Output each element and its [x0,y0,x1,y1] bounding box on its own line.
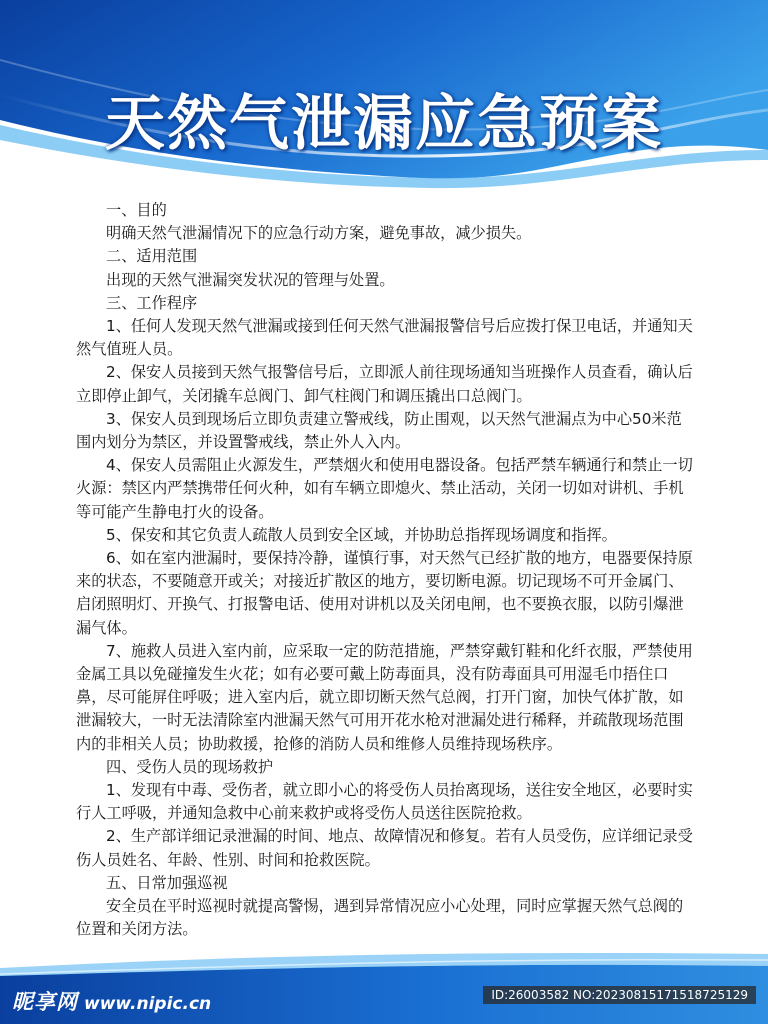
section-heading-4: 四、受伤人员的现场救护 [106,757,274,776]
section-3-paragraph-2: 2、保安人员接到天然气报警信号后，立即派人前往现场通知当班操作人员查看，确认后立即停止卸气，关闭撬车总阀门、卸气柱阀门和调压撬出口总阀门。 [76,363,693,405]
section-4-paragraph-2: 2、生产部详细记录泄漏的时间、地点、故障情况和修复。若有人员受伤，应详细记录受伤人员姓名、年龄、性别、时间和抢救医院。 [76,827,693,869]
section-3-paragraph-1: 1、任何人发现天然气泄漏或接到任何天然气泄漏报警信号后应拨打保卫电话，并通知天然气值班人员。 [76,317,693,359]
section-2-paragraph-1: 出现的天然气泄漏突发状况的管理与处置。 [106,270,395,289]
watermark-id: ID:26003582 NO:20230815171518725129 [483,986,756,1004]
section-3-paragraph-5: 5、保安和其它负责人疏散人员到安全区域，并协助总指挥现场调度和指挥。 [106,525,617,544]
section-3-paragraph-6: 6、如在室内泄漏时，要保持冷静，谨慎行事，对天然气已经扩散的地方，电器要保持原来的状态，不要随意开或关；对接近扩散区的地方，要切断电源。切记现场不可开金属门、启闭照明灯、开换气、打报警电话、使用对讲机以及关闭电闸，也不要换衣服，以防引爆泄漏气体。 [76,549,693,637]
document-body [76,199,696,942]
section-heading-5: 五、日常加强巡视 [106,873,228,892]
section-4-paragraph-1: 1、发现有中毒、受伤者，就立即小心的将受伤人员抬离现场，送往安全地区，必要时实行人工呼吸，并通知急救中心前来救护或将受伤人员送往医院抢救。 [76,781,693,823]
section-3-paragraph-7: 7、施救人员进入室内前，应采取一定的防范措施，严禁穿戴钉鞋和化纤衣服，严禁使用金属工具以免碰撞发生火花；如有必要可戴上防毒面具，没有防毒面具可用湿毛巾捂住口鼻，尽可能屏住呼吸；进入室内后，就立即切断天然气总阀，打开门窗，加快气体扩散，如泄漏较大，一时无法清除室内泄漏天然气可用开花水枪对泄漏处进行稀释，并疏散现场范围内的非相关人员；协助救援，抢修的消防人员和维修人员维持现场秩序。 [76,641,693,753]
section-5-paragraph-1: 安全员在平时巡视时就提高警惕，遇到异常情况应小心处理，同时应掌握天然气总阀的位置和关闭方法。 [76,897,684,939]
watermark-brand-name: 昵享网 [12,990,78,1014]
section-3-paragraph-4: 4、保安人员需阻止火源发生，严禁烟火和使用电器设备。包括严禁车辆通行和禁止一切火源：禁区内严禁携带任何火种，如有车辆立即熄火、禁止活动，关闭一切如对讲机、手机等可能产生静电打火的设备。 [76,456,693,521]
watermark-url: www.nipic.cn [84,994,212,1014]
section-heading-3: 三、工作程序 [106,293,198,312]
section-3-paragraph-3: 3、保安人员到现场后立即负责建立警戒线，防止围观，以天然气泄漏点为中心50米范围内划分为禁区，并设置警戒线，禁止外人入内。 [76,409,682,452]
section-heading-1: 一、目的 [106,201,167,219]
section-1-paragraph-1: 明确天然气泄漏情况下的应急行动方案，避免事故，减少损失。 [106,224,532,243]
watermark-brand [12,986,211,1016]
section-heading-2: 二、适用范围 [106,247,198,266]
page-title: 天然气泄漏应急预案 [105,89,663,159]
